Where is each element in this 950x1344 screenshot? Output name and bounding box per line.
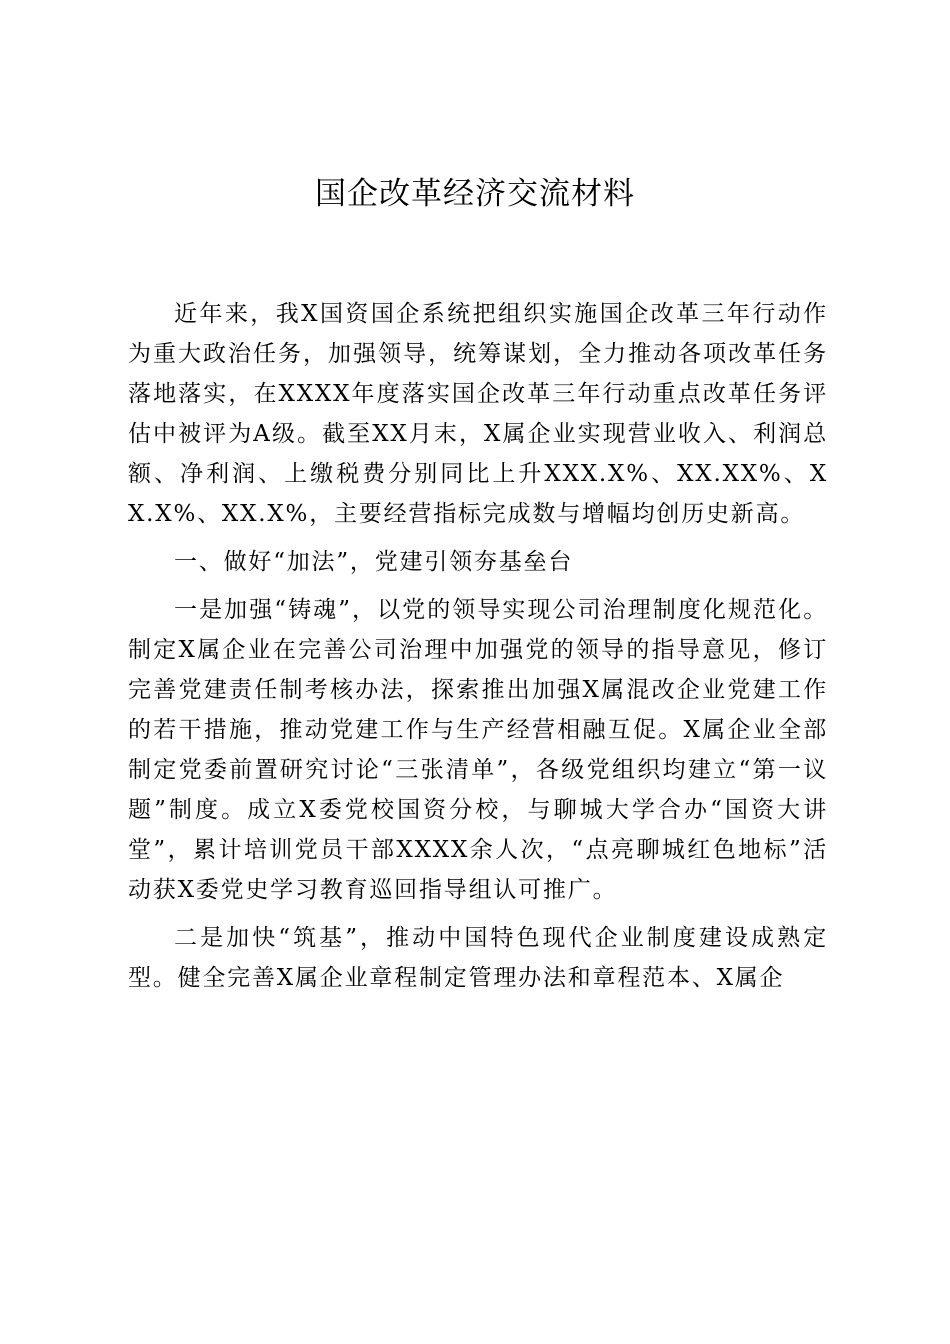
section-heading-1: 一、做好“加法”，党建引领夯基垒台 <box>174 549 574 575</box>
paragraph-point-2: 二是加快“筑基”，推动中国特色现代企业制度建设成熟定型。健全完善X属企业章程制定管理办法和章程范本、X属企 <box>128 925 828 991</box>
document-title: 国企改革经济交流材料 <box>315 176 635 212</box>
document-body <box>128 294 828 998</box>
paragraph-intro: 近年来，我X国资国企系统把组织实施国企改革三年行动作为重大政治任务，加强领导，统筹谋划，全力推动各项改革任务落地落实，在XXXX年度落实国企改革三年行动重点改革任务评估中被评为A级。截至XX月末，X属企业实现营业收入、利润总额、净利润、上缴税费分别同比上升XXX.X%、XX.XX%、XX.X%、XX.X%，主要经营指标完成数与增幅均创历史新高。 <box>128 301 828 527</box>
paragraph-point-1: 一是加强“铸魂”，以党的领导实现公司治理制度化规范化。制定X属企业在完善公司治理中加强党的领导的指导意见，修订完善党建责任制考核办法，探索推出加强X属混改企业党建工作的若干措施，推动党建工作与生产经营相融互促。X属企业全部制定党委前置研究讨论“三张清单”，各级党组织均建立“第一议题”制度。成立X委党校国资分校，与聊城大学合办“国资大讲堂”，累计培训党员干部XXXX余人次，“点亮聊城红色地标”活动获X委党史学习教育巡回指导组认可推广。 <box>128 597 828 903</box>
